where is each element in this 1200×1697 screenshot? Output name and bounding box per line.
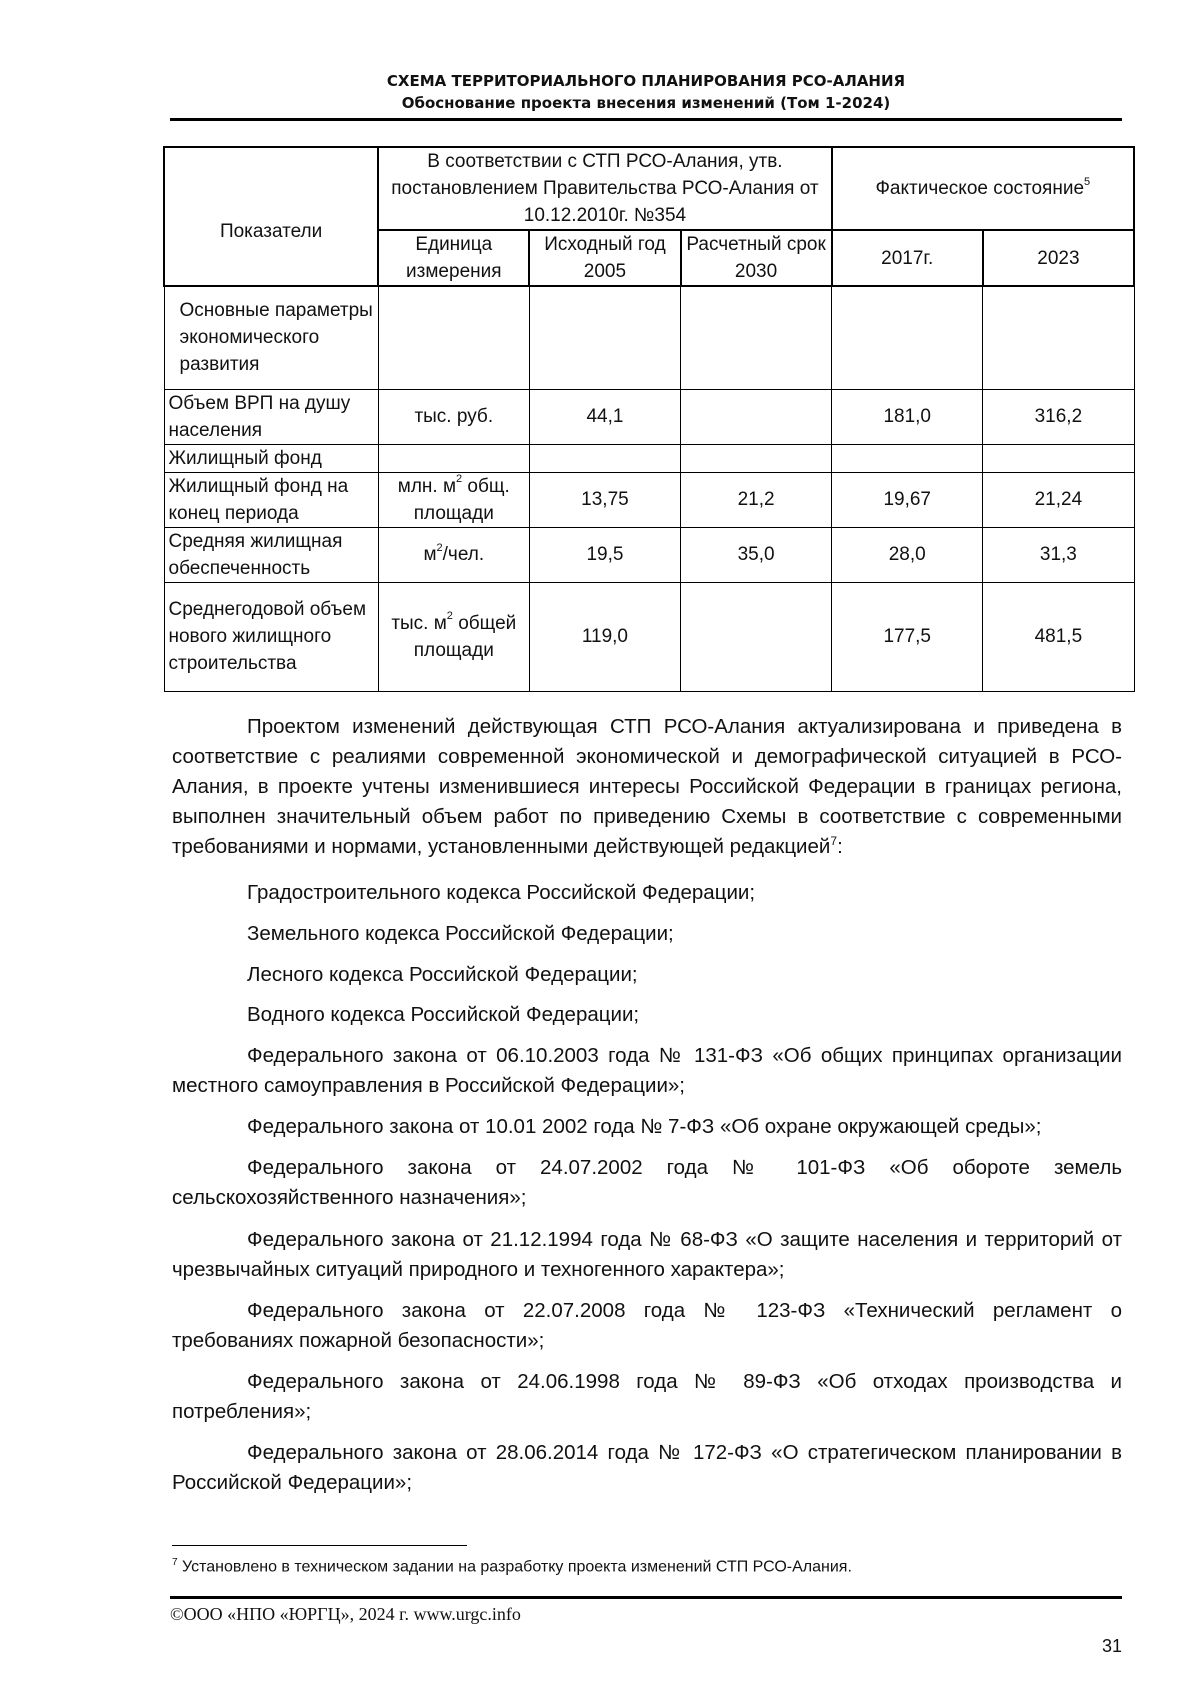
cell-unit [378,286,529,389]
cell-unit: млн. $м^2$ общ. площади [378,472,529,527]
law-item: Федерального закона от 24.06.1998 года № 89-ФЗ «Об отходах производства и потребления»; [172,1370,1122,1423]
intro-text [172,712,1122,862]
page-number: 31 [1101,1636,1122,1656]
cell-2023 [983,444,1134,472]
table-row [164,286,1134,389]
row-label: Объем ВРП на душу населения [164,389,378,444]
law-item: Федерального закона от 10.01 2002 года № 7-ФЗ «Об охране окружающей среды»; [247,1115,1042,1138]
cell-base [529,286,680,389]
cell-target: 21,2 [681,472,832,527]
header-2017: 2017г. [832,230,983,286]
row-label: Средняя жилищная обеспеченность [164,527,378,582]
cell-2017: 28,0 [832,527,983,582]
header-base-year: Исходный год 2005 [529,230,680,286]
cell-unit: $м^2$/чел. [378,527,529,582]
table-row [164,582,1134,691]
law-item: Лесного кодекса Российской Федерации; [247,963,638,986]
cell-base: 13,75 [529,472,680,527]
header-rule [170,118,1122,121]
law-item: Градостроительного кодекса Российской Федерации; [247,881,756,904]
cell-unit [378,444,529,472]
cell-2017: 181,0 [832,389,983,444]
cell-base: 44,1 [529,389,680,444]
law-item: Федерального закона от 21.12.1994 года № 68-ФЗ «О защите населения и территорий от чрезвычайных ситуаций природного и техногенного характера»; [172,1228,1122,1281]
cell-2023: 316,2 [983,389,1134,444]
header-indicators: Показатели [164,147,378,286]
row-label: Основные параметры экономического развития [164,286,378,389]
indicators-table [163,146,1135,692]
table-row [164,527,1134,582]
table-row [164,472,1134,527]
footnote-ref: 7 [830,834,838,849]
cell-base [529,444,680,472]
footer-rule [170,1596,1122,1599]
cell-base: 119,0 [529,582,680,691]
cell-2017: 19,67 [832,472,983,527]
cell-target: 35,0 [681,527,832,582]
footer-copyright: ©ООО «НПО «ЮРГЦ», 2024 г. www.urgc.info [170,1604,521,1624]
header-2023: 2023 [983,230,1134,286]
header-actual-state: Фактическое состояние$^5$ [832,147,1134,230]
cell-target [681,444,832,472]
row-label: Жилищный фонд [164,444,378,472]
cell-target [681,286,832,389]
law-item: Водного кодекса Российской Федерации; [247,1003,640,1026]
header-unit: Единица измерения [378,230,529,286]
footnote-rule [172,1545,467,1546]
cell-2023: 31,3 [983,527,1134,582]
footnote: $^7$ Установлено в техническом задании на разработку проекта изменений СТП РСО-Алания. [172,1557,852,1576]
cell-target [681,582,832,691]
header-target-year: Расчетный срок 2030 [681,230,832,286]
cell-unit: тыс. $м^2$ общей площади [378,582,529,691]
cell-2017: 177,5 [832,582,983,691]
header-subtitle: Обоснование проекта внесения изменений (Том 1-2024) [401,94,891,112]
row-label: Жилищный фонд на конец периода [164,472,378,527]
law-item: Федерального закона от 22.07.2008 года № 123-ФЗ «Технический регламент о требованиях пожарной безопасности»; [172,1299,1122,1352]
header-title: СХЕМА ТЕРРИТОРИАЛЬНОГО ПЛАНИРОВАНИЯ РСО-АЛАНИЯ [386,72,906,90]
footnote-number: 7 [172,1557,178,1568]
row-label: Среднегодовой объем нового жилищного строительства [164,582,378,691]
cell-unit: тыс. руб. [378,389,529,444]
table-row [164,444,1134,472]
intro-paragraph: Проектом изменений действующая СТП РСО-Алания актуализирована и приведена в соответствие с реалиями современной экономической и демографической ситуацией в РСО-Алания, в проекте учтены изменившиеся интересы Российской Федерации в границах региона, выполнен значительный объем работ по приведению Схемы в соответствие с современными требованиями и нормами, установленными действующей редакцией$^7$: [172,715,1122,858]
cell-2023: 481,5 [983,582,1134,691]
law-item: Федерального закона от 06.10.2003 года № 131-ФЗ «Об общих принципах организации местного самоуправления в Российской Федерации»; [172,1044,1122,1097]
footnote-ref: 5 [1084,175,1091,188]
cell-2017 [832,286,983,389]
law-item: Федерального закона от 24.07.2002 года № 101-ФЗ «Об обороте земель сельскохозяйственного назначения»; [172,1156,1122,1209]
cell-base: 19,5 [529,527,680,582]
law-item: Земельного кодекса Российской Федерации; [247,922,674,945]
header-stp-group: В соответствии с СТП РСО-Алания, утв. постановлением Правительства РСО-Алания от 10.12.2010г. №354 [378,147,831,230]
cell-2023: 21,24 [983,472,1134,527]
cell-2023 [983,286,1134,389]
cell-target [681,389,832,444]
law-item: Федерального закона от 28.06.2014 года № 172-ФЗ «О стратегическом планировании в Российской Федерации»; [172,1441,1122,1494]
document-header [170,70,1122,114]
table-row [164,389,1134,444]
cell-2017 [832,444,983,472]
